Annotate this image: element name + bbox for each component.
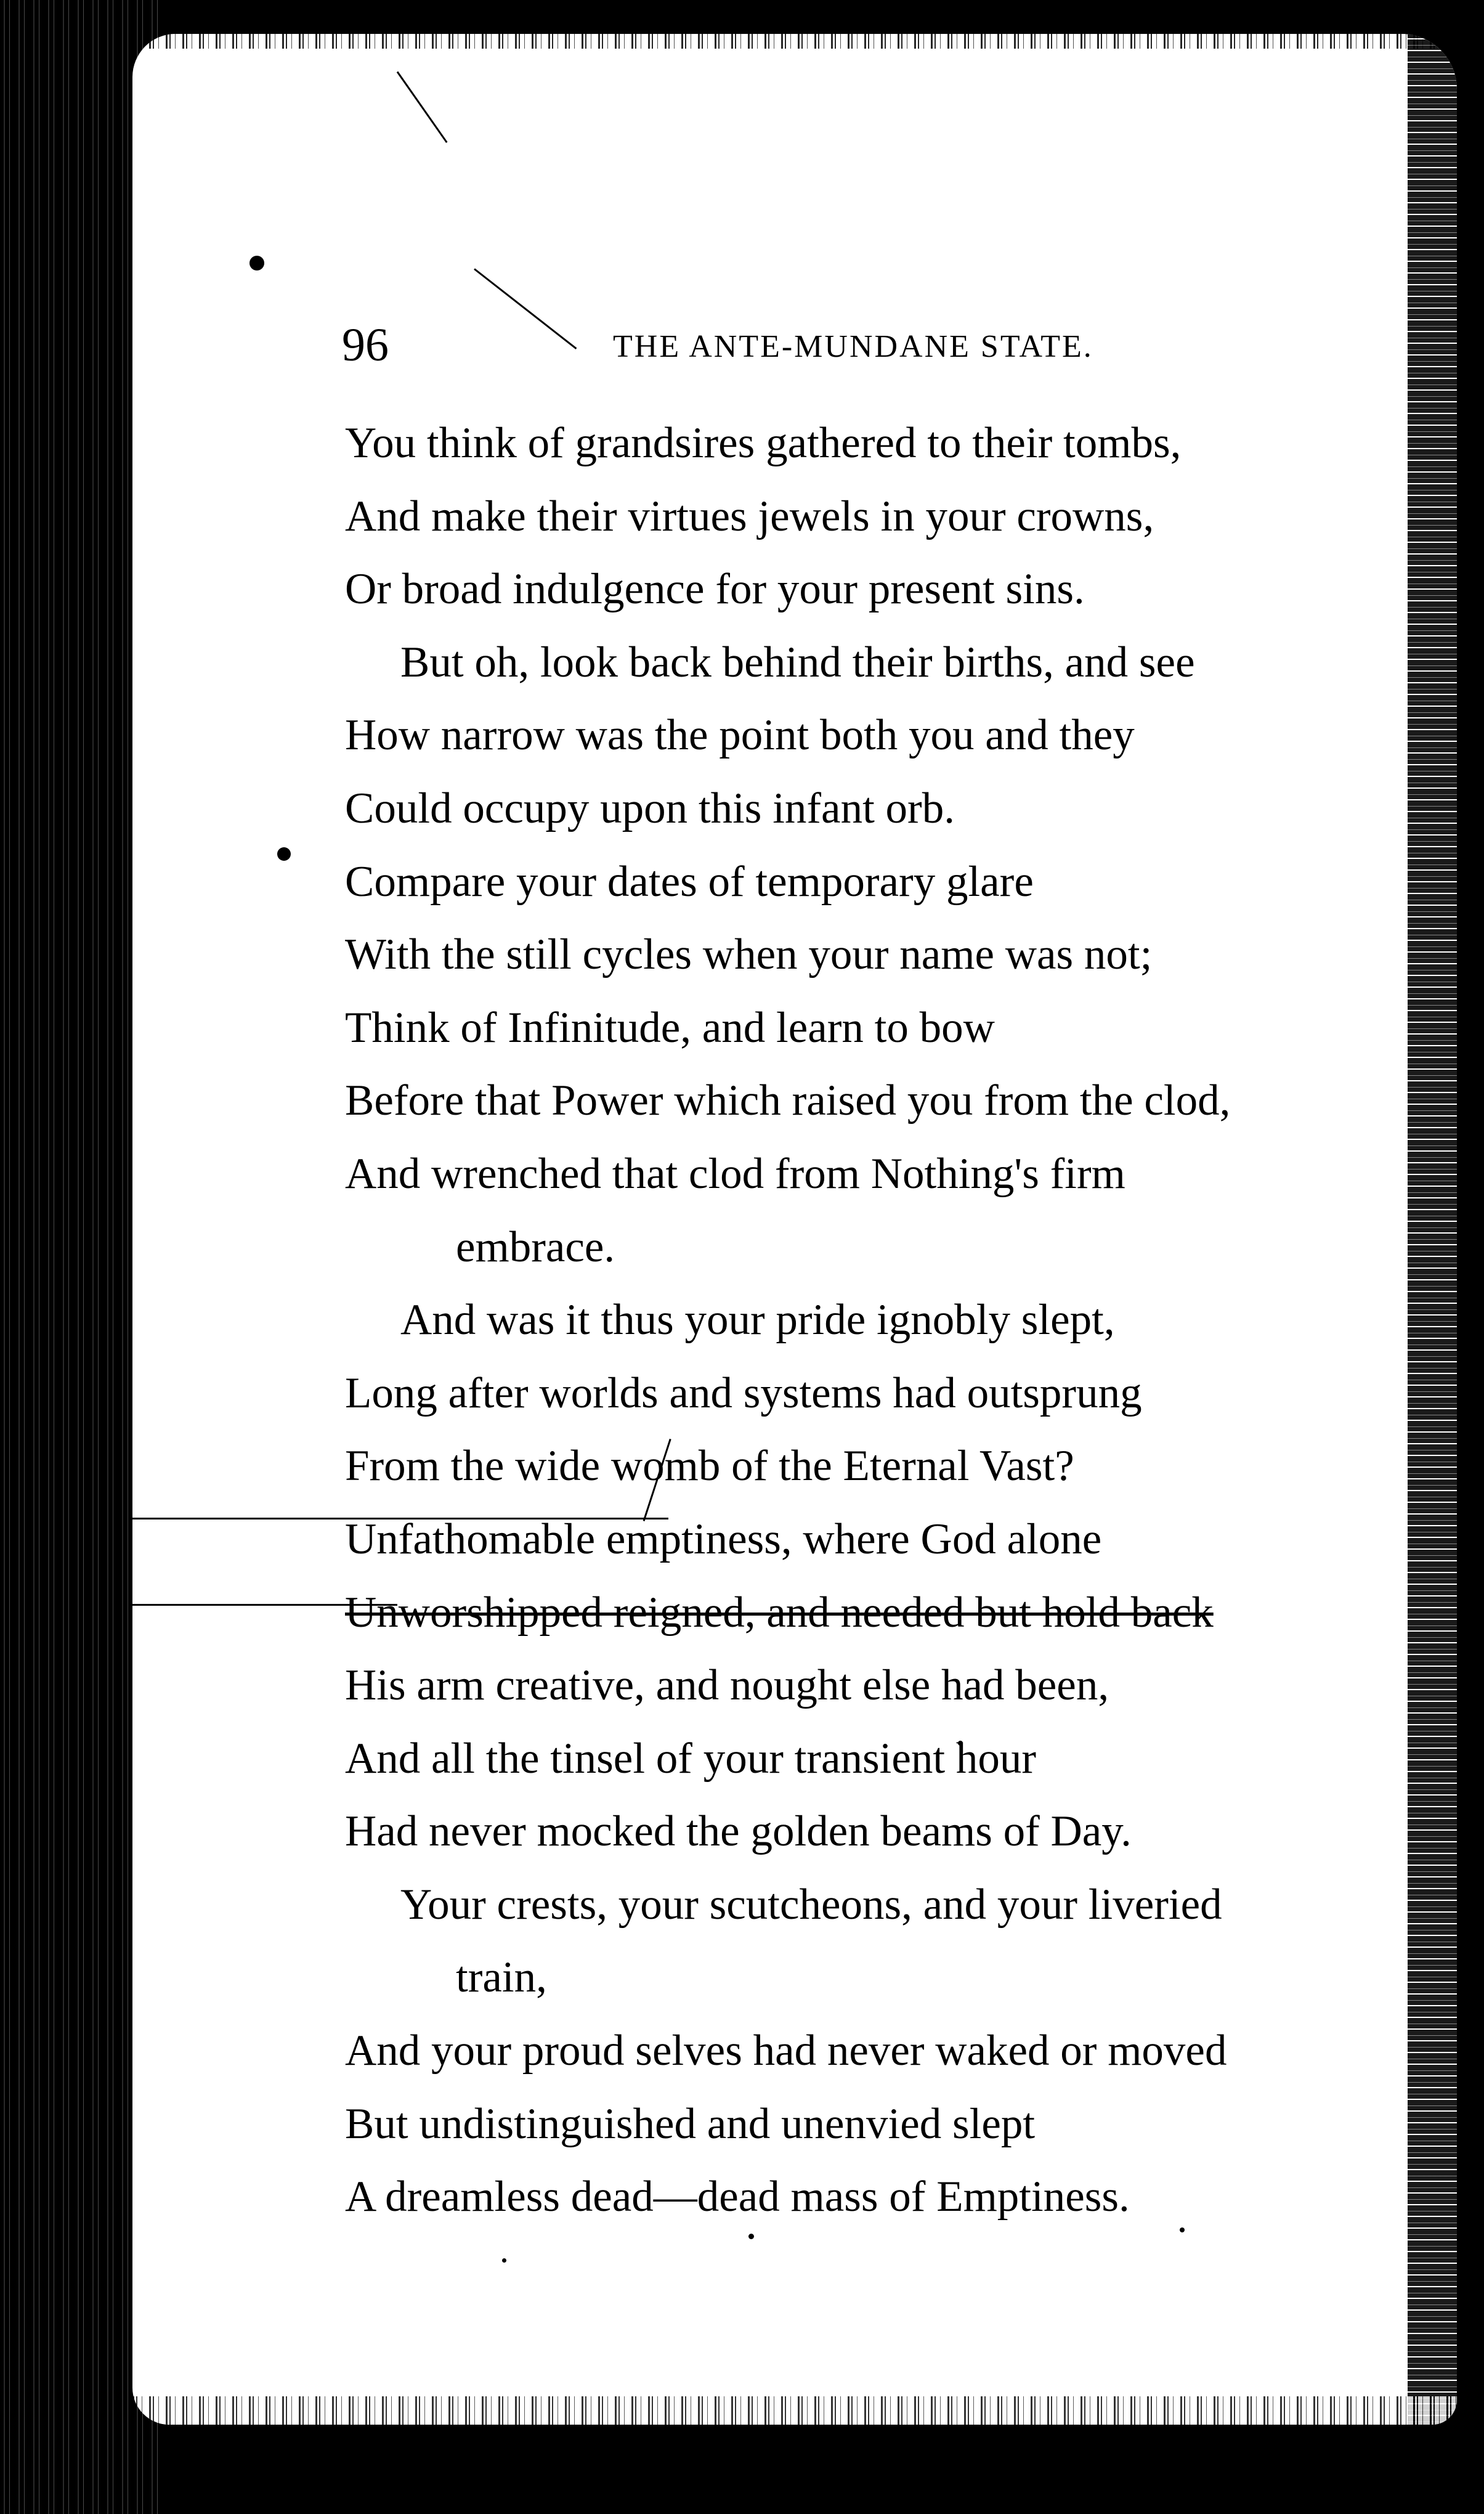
verse-line: Before that Power which raised you from the clod, [345,1076,1231,1125]
verse-line: Had never mocked the golden beams of Day. [345,1807,1132,1856]
running-head [342,317,1266,373]
bottom-edge-noise [132,2396,1457,2425]
verse-line: How narrow was the point both you and they [345,711,1135,760]
verse-line: Or broad indulgence for your present sins. [345,565,1085,614]
verse-line: And all the tinsel of your transient hour [345,1734,1036,1783]
top-edge-noise [132,34,1457,49]
verse-line: You think of grandsires gathered to their tombs, [345,419,1182,467]
verse-line: With the still cycles when your name was not; [345,930,1153,979]
verse-line: Long after worlds and systems had outsprung [345,1369,1142,1417]
page-number: 96 [342,319,389,371]
verse-text [345,407,1478,2234]
verse-line: And wrenched that clod from Nothing's firm [345,1149,1125,1198]
running-title: THE ANTE-MUNDANE STATE. [613,329,1093,364]
pencil-mark [397,71,448,143]
verse-line: But undistinguished and unenvied slept [345,2099,1036,2148]
verse-line-continuation: embrace. [456,1222,615,1271]
verse-line: Unfathomable emptiness, where God alone [345,1515,1102,1563]
verse-line: And was it thus your pride ignobly slept, [400,1296,1115,1344]
verse-line: Your crests, your scutcheons, and your liveried [400,1880,1222,1929]
verse-line: Compare your dates of temporary glare [345,857,1034,906]
verse-line-continuation: train, [456,1953,547,2002]
verse-line-struck-through: Unworshipped reigned, and needed but hold back [345,1588,1214,1637]
verse-line: His arm creative, and nought else had been, [345,1661,1109,1710]
verse-line: From the wide womb of the Eternal Vast? [345,1442,1074,1491]
verse-line: And make their virtues jewels in your crowns, [345,492,1154,540]
verse-line: A dreamless dead—dead mass of Emptiness. [345,2173,1130,2221]
verse-line: Could occupy upon this infant orb. [345,784,955,832]
verse-line: But oh, look back behind their births, and see [400,638,1195,686]
verse-line: Think of Infinitude, and learn to bow [345,1003,995,1052]
verse-line: And your proud selves had never waked or moved [345,2027,1227,2075]
